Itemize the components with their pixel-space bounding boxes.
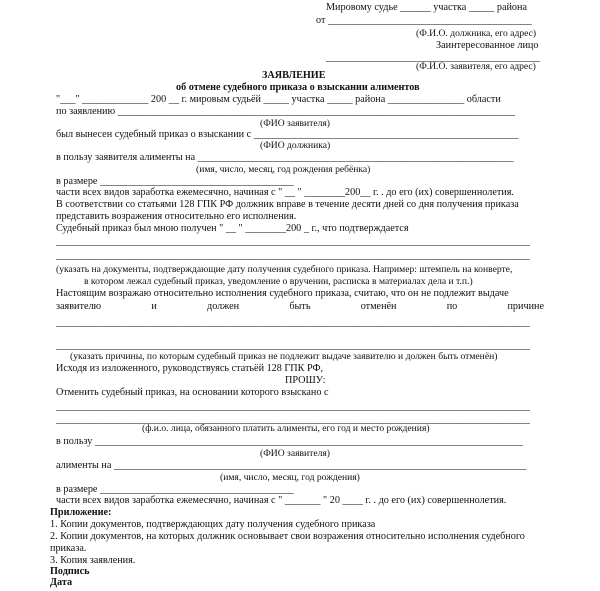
line-alimony-for: в пользу заявителя алименты на ______________________________________________________________ [56, 152, 514, 163]
header-claimant-label: (Ф.И.О. заявителя, его адрес) [416, 61, 536, 72]
header-from: от ________________________________________ [316, 15, 532, 26]
line-by-application: по заявлению ______________________________________________________________________________ [56, 106, 515, 117]
label-debtor-fio: (ФИО должника) [260, 140, 331, 151]
appendix-item-2: 2. Копии документов, на которых должник основывает свои возражения относительно исполнения судебного [50, 531, 525, 542]
blank-line: _____________________________________________________________________________________________ [56, 317, 530, 328]
line-gpk-rights: В соответствии со статьями 128 ГПК РФ должник вправе в течение десяти дней со дня получения приказа [56, 199, 519, 210]
line-cancel-order: Отменить судебный приказ, на основании которого взыскано с [56, 387, 329, 398]
document-subtitle: об отмене судебного приказа о взыскании алиментов [176, 82, 420, 93]
line-objections: представить возражения относительно его исполнения. [56, 211, 297, 222]
label-payer: (ф.и.о. лица, обязанного платить алименты, его год и место рождения) [142, 423, 430, 434]
line-alimony-on: алименты на _________________________________________________________________________________ [56, 460, 527, 471]
note-documents: (указать на документы, подтверждающие дату получения судебного приказа. Например: штемпель на конверте, [56, 264, 513, 275]
header-debtor-label: (Ф.И.О. должника, его адрес) [416, 28, 537, 39]
blank-line: _____________________________________________________________________________________________ [56, 401, 530, 412]
header-interested: Заинтересованное лицо [436, 40, 539, 51]
word: отменён [360, 301, 397, 312]
line-amount: в размере ______________________________________ [56, 176, 294, 187]
line-amount-2: в размере ______________________________________ [56, 484, 294, 495]
note-documents-cont: в котором лежал судебный приказ, уведомление о вручении, расписка в материалах дела и т.п.) [84, 276, 473, 287]
label-person-data: (имя, число, месяц, год рождения) [220, 472, 360, 483]
blank-line: _____________________________________________________________________________________________ [56, 250, 530, 261]
line-date-judge: "___" _____________ 200 __ г. мировым судьёй _____ участка _____ района _______________ области [56, 94, 501, 105]
header-blank: __________________________________________ [326, 52, 540, 63]
line-based-on: Исходя из изложенного, руководствуясь статьёй 128 ГПК РФ, [56, 363, 324, 374]
label-claimant-fio: (ФИО заявителя) [260, 118, 330, 129]
line-earnings-part: части всех видов заработка ежемесячно, начиная с " __ " ________200__ г. . до его (их) совершеннолетия. [56, 187, 514, 198]
appendix-title: Приложение: [50, 507, 112, 518]
appendix-item-2-cont: приказа. [50, 543, 87, 554]
label-claimant-fio-2: (ФИО заявителя) [260, 448, 330, 459]
line-in-favor: в пользу ____________________________________________________________________________________ [56, 436, 523, 447]
appendix-item-3: 3. Копия заявления. [50, 555, 136, 566]
note-reasons: (указать причины, по которым судебный приказ не подлежит выдаче заявителю и должен быть отменён) [70, 351, 498, 362]
line-objection-justified [56, 301, 544, 313]
header-judge: Мировому судье ______ участка _____ района [326, 2, 527, 13]
word: причине [507, 301, 544, 312]
word: по [446, 301, 458, 312]
date-label: Дата [50, 577, 73, 588]
signature-label: Подпись [50, 566, 90, 577]
appendix-item-1: 1. Копии документов, подтверждающих дату получения судебного приказа [50, 519, 376, 530]
blank-line: _____________________________________________________________________________________________ [56, 340, 530, 351]
line-objection: Настоящим возражаю относительно исполнения судебного приказа, считаю, что он не подлежит выдаче [56, 288, 509, 299]
word: должен [207, 301, 240, 312]
line-order-received: Судебный приказ был мною получен " __ " ________200 _ г., что подтверждается [56, 223, 409, 234]
line-earnings-part-2: части всех видов заработка ежемесячно, начиная с " _______ " 20 ____ г. . до его (их) совершеннолетия. [56, 495, 507, 506]
line-order-issued: был вынесен судебный приказ о взыскании с ____________________________________________________ [56, 129, 519, 140]
word: заявителю [56, 301, 102, 312]
blank-line: _____________________________________________________________________________________________ [56, 414, 530, 425]
label-child-data: (имя, число, месяц, год рождения ребёнка) [196, 164, 371, 175]
word: и [151, 301, 157, 312]
document-title: ЗАЯВЛЕНИЕ [262, 70, 326, 81]
line-request: ПРОШУ: [285, 375, 326, 386]
blank-line: _____________________________________________________________________________________________ [56, 236, 530, 247]
word: быть [289, 301, 311, 312]
